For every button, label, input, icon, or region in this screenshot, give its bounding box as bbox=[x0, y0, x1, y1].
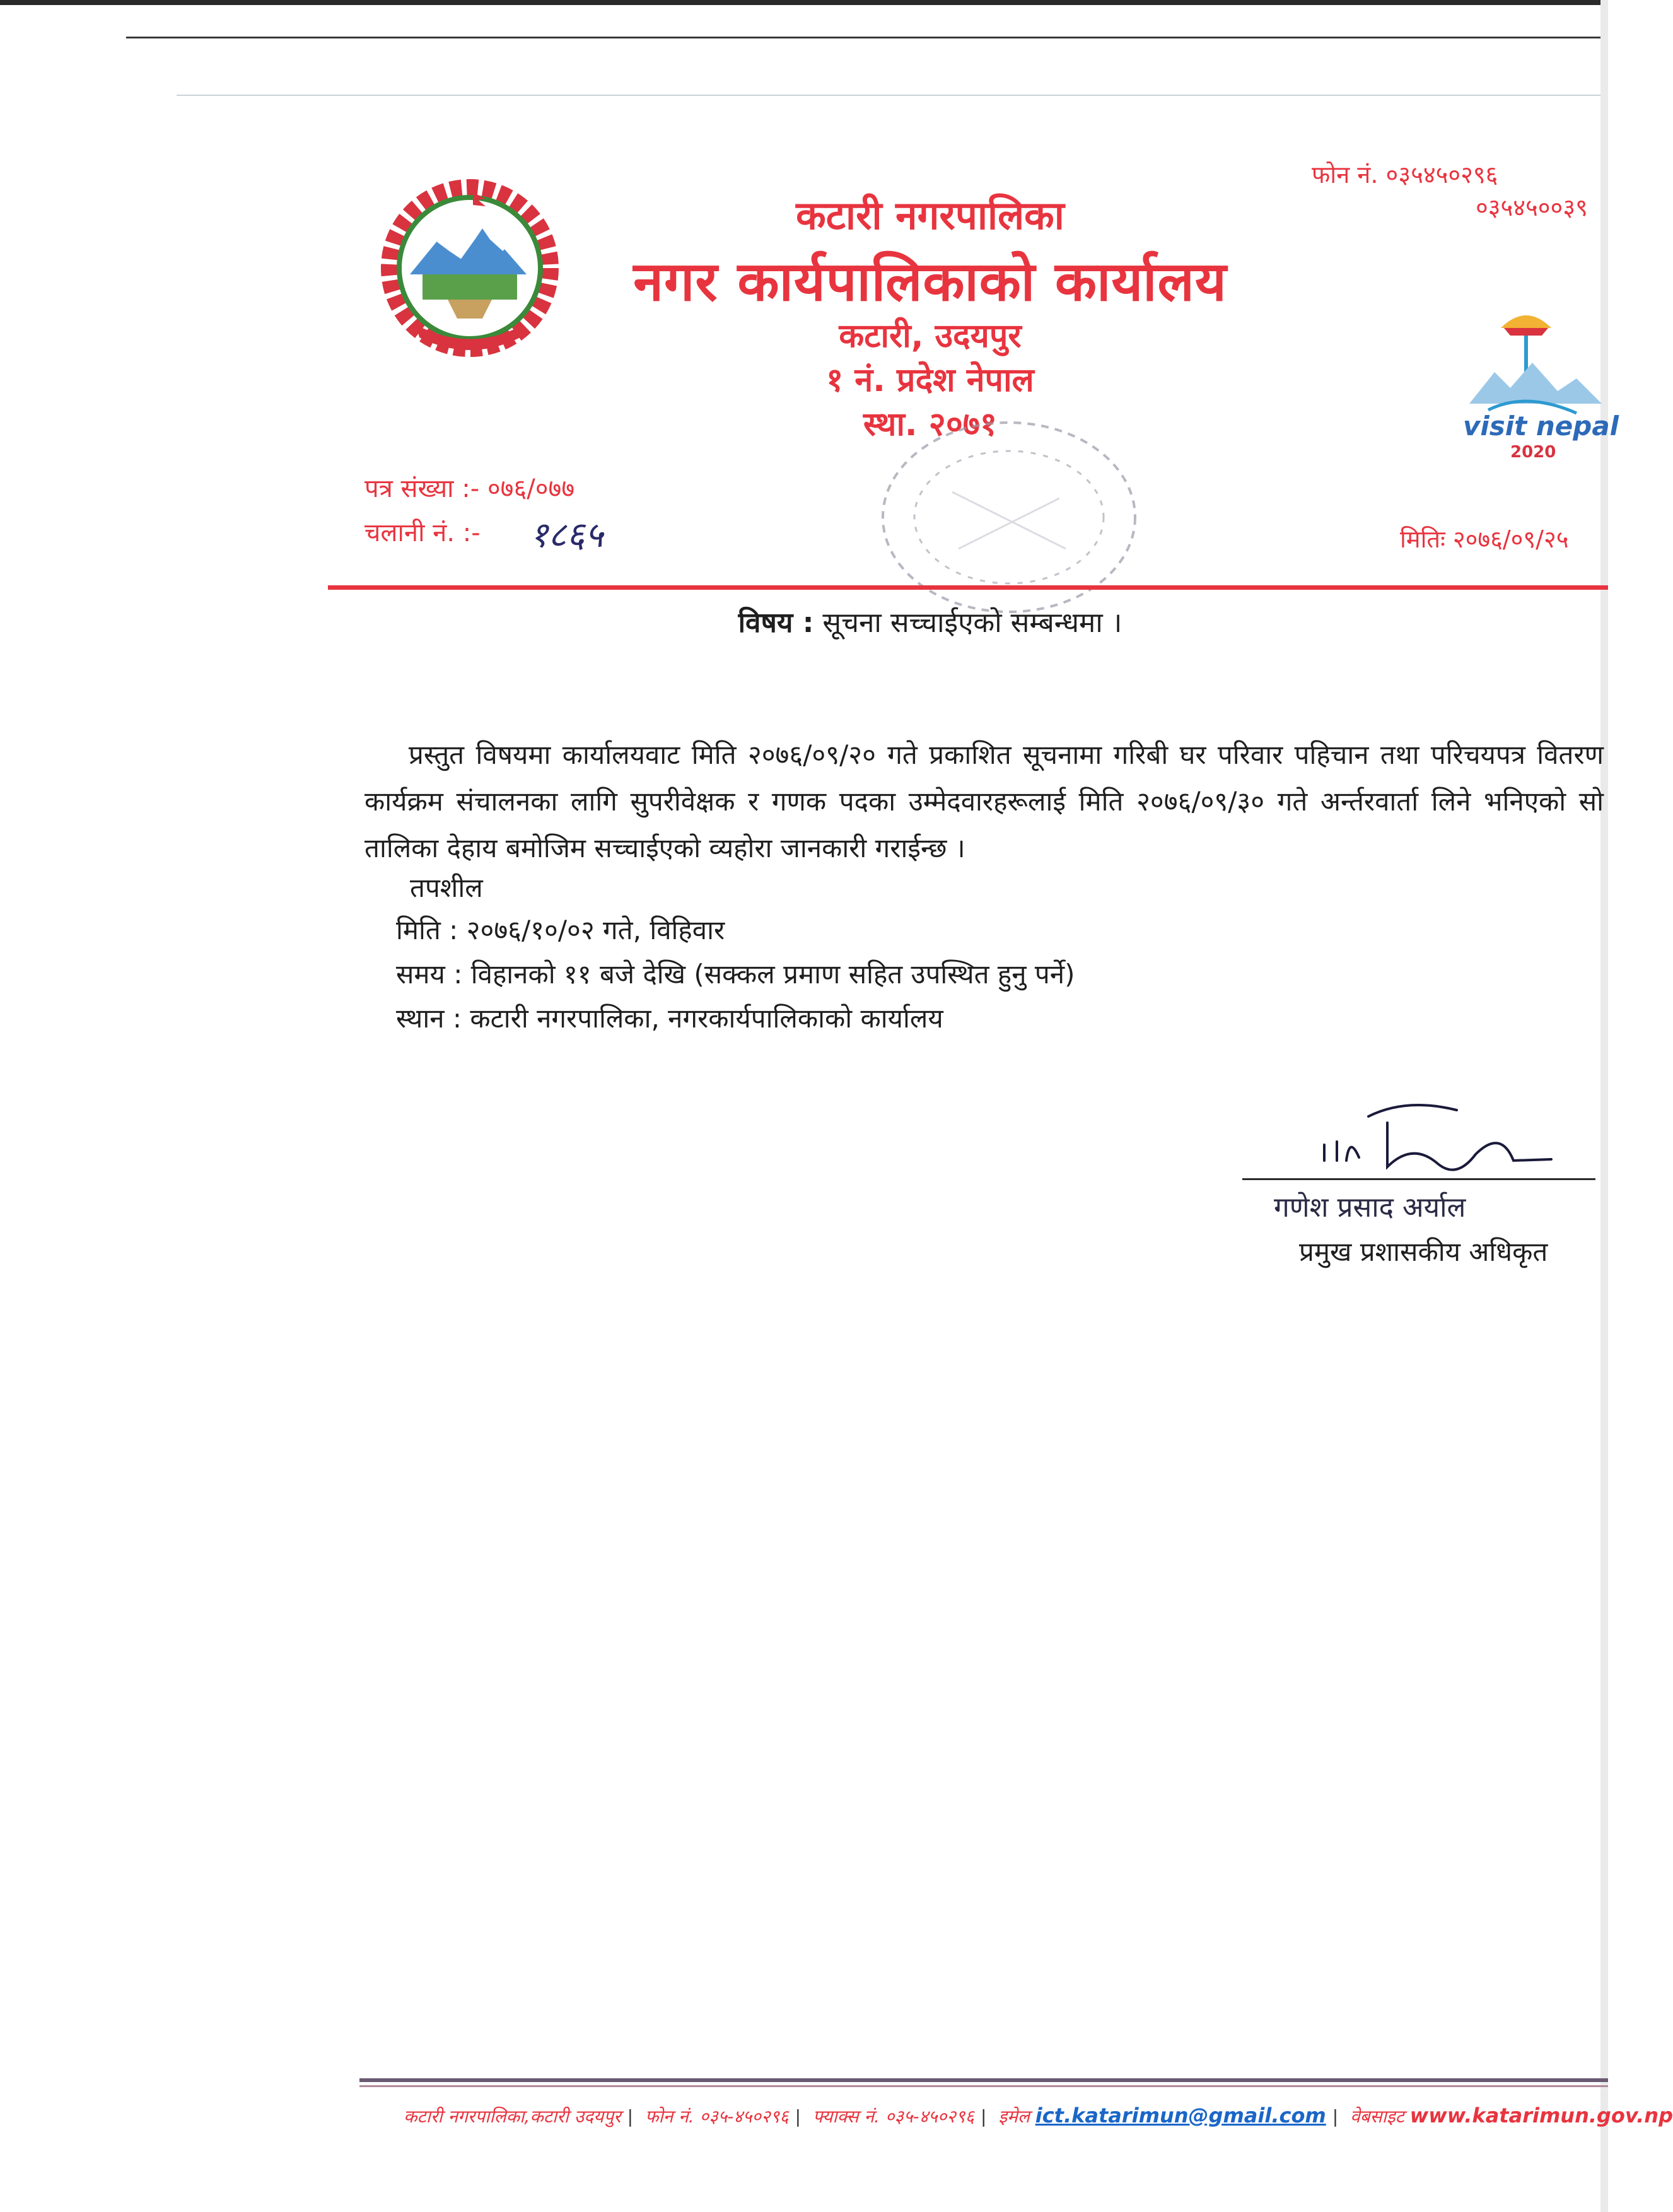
header-divider bbox=[328, 585, 1608, 590]
footer-web-label: वेबसाइट bbox=[1350, 2106, 1404, 2127]
letter-date: मितिः २०७६/०९/२५ bbox=[1400, 525, 1569, 553]
scan-faint-line bbox=[177, 95, 1608, 96]
signature-icon bbox=[1312, 1085, 1577, 1192]
footer-website-link[interactable]: www.katarimun.gov.np bbox=[1409, 2104, 1673, 2127]
visit-nepal-year: 2020 bbox=[1510, 443, 1556, 462]
footer-fax: फ्याक्स नं. ०३५-४५०२९६ bbox=[813, 2106, 974, 2127]
nepal-emblem-icon bbox=[378, 180, 561, 360]
footer-rule bbox=[359, 2078, 1608, 2082]
interview-date: मिति : २०७६/१०/०२ गते, विहिवार bbox=[396, 915, 725, 945]
address-line-2: १ नं. प्रदेश नेपाल bbox=[826, 361, 1034, 399]
interview-place: स्थान : कटारी नगरपालिका, नगरकार्यपालिकाको कार्यालय bbox=[396, 1003, 943, 1034]
subject-text: सूचना सच्चाईएको सम्बन्धमा । bbox=[822, 607, 1122, 639]
address-line-1: कटारी, उदयपुर bbox=[839, 317, 1022, 355]
details-heading: तपशील bbox=[410, 872, 483, 903]
interview-time: समय : विहानको ११ बजे देखि (सक्कल प्रमाण सहित उपस्थित हुनु पर्ने) bbox=[396, 959, 1075, 990]
footer-phone: फोन नं. ०३५-४५०२९६ bbox=[644, 2106, 789, 2127]
footer-email-label: इमेल bbox=[998, 2106, 1030, 2127]
established-year: स्था. २०७१ bbox=[863, 406, 997, 443]
subject-line bbox=[568, 602, 1293, 640]
signature-rule bbox=[1242, 1178, 1595, 1180]
dispatch-label: चलानी नं. :- bbox=[364, 518, 481, 547]
visit-nepal-logo-icon bbox=[1450, 296, 1619, 467]
office-stamp-icon bbox=[845, 391, 1148, 618]
municipality-name: कटारी नगरपालिका bbox=[796, 192, 1064, 238]
footer-contact: कटारी नगरपालिका,कटारी उदयपुर | फोन नं. ०३५-४५०२९६ | फ्याक्स नं. ०३५-४५०२९६ | इमेल ict.katarimun@gmail.com | वेबसाइट www.katarimun.gov.np bbox=[404, 2104, 1673, 2127]
phone-secondary: ०३५४५००३९ bbox=[1476, 194, 1588, 221]
subject-label: विषय : bbox=[738, 607, 814, 639]
signatory-name: गणेश प्रसाद अर्याल bbox=[1274, 1191, 1466, 1224]
dispatch-number: १८६५ bbox=[530, 515, 603, 556]
footer-email-link[interactable]: ict.katarimun@gmail.com bbox=[1035, 2104, 1326, 2127]
phone-primary: फोन नं. ०३५४५०२९६ bbox=[1312, 161, 1498, 189]
scan-top-edge bbox=[0, 0, 1608, 5]
footer-address: कटारी नगरपालिका,कटारी उदयपुर bbox=[404, 2106, 621, 2127]
office-name: नगर कार्यपालिकाको कार्यालय bbox=[633, 250, 1227, 313]
body-paragraph: प्रस्तुत विषयमा कार्यालयवाट मिति २०७६/०९/२० गते प्रकाशित सूचनामा गरिबी घर परिवार पहिचान तथा परिचयपत्र वितरण कार्यक्रम संचालनका लागि सुपरीवेक्षक र गणक पदका उम्मेदवारहरूलाई मिति २०७६/०९/३० गते अर्न्तरवार्ता लिने भनिएको सो तालिका देहाय बमोजिम सच्चाईएको व्यहोरा जानकारी गराईन्छ । bbox=[364, 739, 1604, 863]
visit-nepal-text: visit nepal bbox=[1463, 411, 1619, 442]
footer-rule-thin bbox=[359, 2085, 1608, 2087]
signatory-title: प्रमुख प्रशासकीय अधिकृत bbox=[1299, 1236, 1548, 1267]
letter-number: पत्र संख्या :- ०७६/०७७ bbox=[364, 474, 575, 503]
scan-top-line bbox=[126, 37, 1608, 38]
